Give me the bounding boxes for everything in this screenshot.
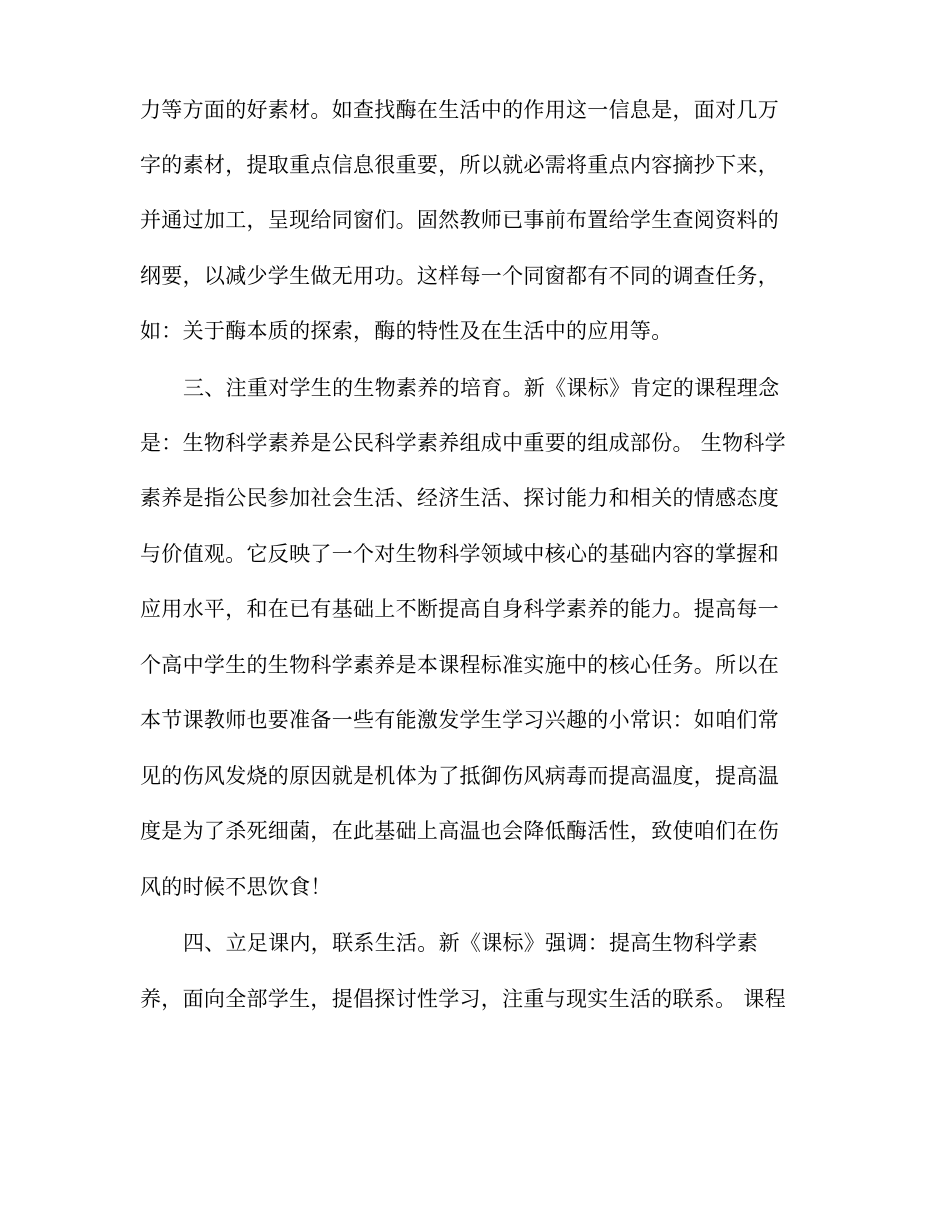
text-line: 与价值观。它反映了一个对生物科学领域中核心的基础内容的掌握和	[140, 542, 779, 566]
text-line: 纲要，以减少学生做无用功。这样每一个同窗都有不同的调查任务，	[140, 264, 779, 288]
text-line: 如：关于酶本质的探索，酶的特性及在生活中的应用等。	[140, 319, 673, 343]
text-line: 素养是指公民参加社会生活、经济生活、探讨能力和相关的情感态度	[140, 486, 779, 510]
text-line: 个高中学生的生物科学素养是本课程标准实施中的核心任务。所以在	[140, 653, 779, 677]
text-line: 风的时候不思饮食！	[140, 875, 332, 899]
paragraph-four-start: 四、立足课内，联系生活。新《课标》强调：提高生物科学素	[183, 931, 759, 955]
text-line: 力等方面的好素材。如查找酶在生活中的作用这一信息是，面对几万	[140, 98, 779, 122]
text-line: 是：生物科学素养是公民科学素养组成中重要的组成部份。 生物科学	[140, 431, 786, 455]
text-line: 度是为了杀死细菌，在此基础上高温也会降低酶活性，致使咱们在伤	[140, 819, 779, 843]
paragraph-three-start: 三、注重对学生的生物素养的培育。新《课标》肯定的课程理念	[183, 376, 780, 400]
text-line: 应用水平，和在已有基础上不断提高自身科学素养的能力。提高每一	[140, 597, 779, 621]
text-line: 本节课教师也要准备一些有能激发学生学习兴趣的小常识：如咱们常	[140, 708, 779, 732]
text-line: 并通过加工，呈现给同窗们。固然教师已事前布置给学生查阅资料的	[140, 208, 779, 232]
text-line: 养，面向全部学生，提倡探讨性学习，注重与现实生活的联系。 课程	[140, 987, 786, 1011]
text-line: 字的素材，提取重点信息很重要，所以就必需将重点内容摘抄下来，	[140, 153, 779, 177]
text-line: 见的伤风发烧的原因就是机体为了抵御伤风病毒而提高温度，提高温	[140, 764, 779, 788]
